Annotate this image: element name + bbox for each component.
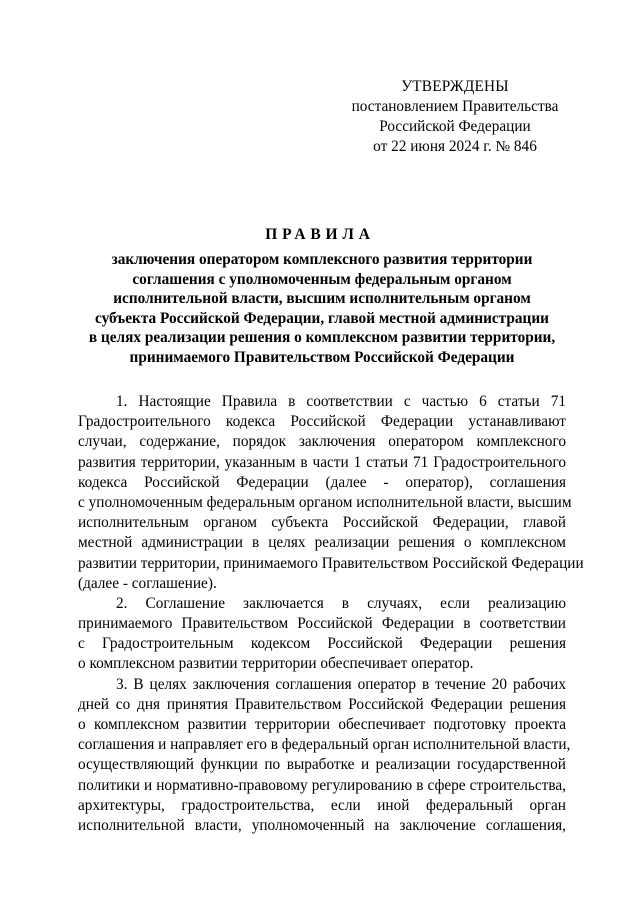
subtitle-line: соглашения с уполномоченным федеральным органом [132, 270, 512, 288]
subtitle-line: исполнительной власти, высшим исполнительным органом [113, 290, 531, 308]
text-line: соглашения и направляет его в федеральный орган исполнительной власти, [78, 736, 571, 754]
paragraph-1 [78, 392, 584, 594]
text-line: принимаемого Правительством Российской Федерации в соответствии [78, 615, 566, 633]
text-line: о комплексном развитии территории обеспечивает оператор. [78, 655, 474, 673]
subtitle-line: заключения оператором комплексного развития территории [111, 251, 533, 268]
text-line: 3. В целях заключения соглашения оператор в течение 20 рабочих [116, 675, 566, 693]
text-line: осуществляющий функции по выработке и реализации государственной [78, 756, 566, 774]
paragraph-3 [78, 675, 571, 837]
approval-heading: УТВЕРЖДЕНЫ [401, 78, 509, 95]
document-subtitle [78, 250, 566, 368]
text-line: развития территории, указанным в части 1 статьи 71 Градостроительного [78, 453, 566, 471]
text-line: развитии территории, принимаемого Правительством Российской Федерации [78, 554, 584, 572]
approval-block [350, 77, 560, 157]
text-line: с Градостроительным кодексом Российской Федерации решения [78, 635, 566, 653]
text-line: исполнительным органом субъекта Российской Федерации, главой [78, 514, 566, 532]
text-line: Градостроительного кодекса Российской Федерации устанавливают [78, 413, 566, 431]
text-line: 2. Соглашение заключается в случаях, если реализацию [116, 594, 566, 612]
text-line: случаи, содержание, порядок заключения оператором комплексного [78, 433, 566, 451]
text-line: кодекса Российской Федерации (далее - оператор), соглашения [78, 473, 566, 491]
approval-date-number: от 22 июня 2024 г. № 846 [373, 138, 537, 155]
subtitle-line: в целях реализации решения о комплексном развитии территории, [88, 329, 556, 347]
document-body [78, 392, 584, 836]
text-line: архитектуры, градостроительства, если иной федеральный орган [78, 796, 566, 814]
text-line: 1. Настоящие Правила в соответствии с частью 6 статьи 71 [116, 393, 566, 410]
subtitle-line: принимаемого Правительством Российской Федерации [129, 348, 515, 366]
text-line: дней со дня принятия Правительством Российской Федерации решения [78, 695, 566, 713]
approval-line: Российской Федерации [379, 118, 531, 135]
text-line: исполнительной власти, уполномоченный на заключение соглашения, [78, 816, 566, 834]
text-line: о комплексном развитии территории обеспечивает подготовку проекта [78, 716, 566, 733]
text-line: политики и нормативно-правовому регулированию в сфере строительства, [78, 776, 566, 794]
text-line: (далее - соглашение). [78, 574, 217, 592]
text-line: с уполномоченным федеральным органом исполнительной власти, высшим [78, 493, 572, 511]
approval-line: постановлением Правительства [351, 98, 559, 115]
document-title: ПРАВИЛА [265, 226, 375, 243]
text-line: местной администрации в целях реализации решения о комплексном [78, 534, 566, 552]
paragraph-2 [78, 594, 566, 675]
subtitle-line: субъекта Российской Федерации, главой местной администрации [95, 309, 549, 327]
